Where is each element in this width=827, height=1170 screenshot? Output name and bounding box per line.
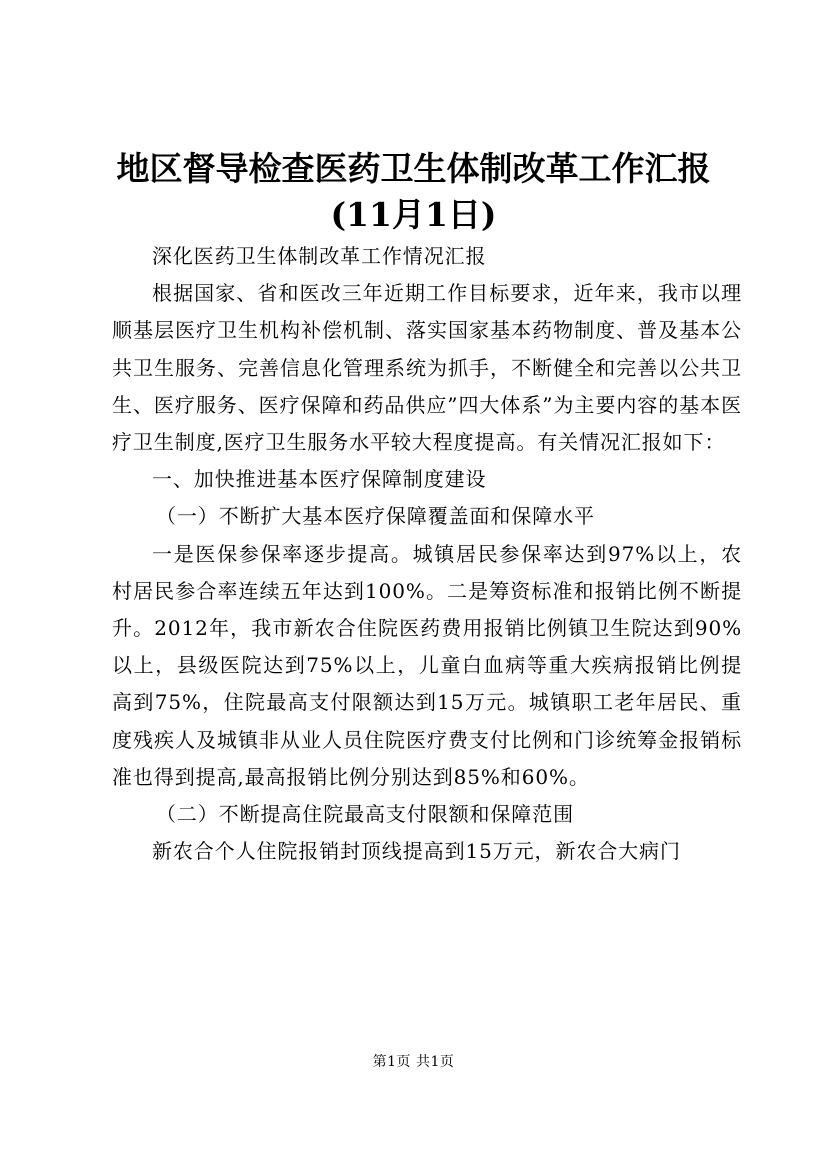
body-paragraph-2: 新农合个人住院报销封顶线提高到15万元，新农合大病门 [152,839,681,864]
section-heading-1: 一、加快推进基本医疗保障制度建设 [152,467,487,492]
report-heading: 深化医药卫生体制改革工作情况汇报 [152,244,487,268]
document-title: 地区督导检查医药卫生体制改革工作汇报(11月1日) [116,149,711,234]
subsection-heading-1: （一）不断扩大基本医疗保障覆盖面和保障水平 [156,504,595,529]
document-body [112,238,742,870]
page-footer: 第1页 共1页 [372,1054,455,1070]
intro-paragraph: 根据国家、省和医改三年近期工作目标要求，近年来，我市以理顺基层医疗卫生机构补偿机制、落实国家基本药物制度、普及基本公共卫生服务、完善信息化管理系统为抓手，不断健全和完善以公共卫生、医疗服务、医疗保障和药品供应”四大体系”为主要内容的基本医疗卫生制度,医疗卫生服务水平较大程度提高。有关情况汇报如下： [112,281,742,455]
body-paragraph-1: 一是医保参保率逐步提高。城镇居民参保率达到97%以上，农村居民参合率连续五年达到100%。二是筹资标准和报销比例不断提升。2012年，我市新农合住院医药费用报销比例镇卫生院达到90%以上，县级医院达到75%以上，儿童白血病等重大疾病报销比例提高到75%，住院最高支付限额达到15万元。城镇职工老年居民、重度残疾人及城镇非从业人员住院医疗费支付比例和门诊统筹金报销标准也得到提高,最高报销比例分别达到85%和60%。 [112,541,742,789]
subsection-heading-2: （二）不断提高住院最高支付限额和保障范围 [156,802,574,827]
